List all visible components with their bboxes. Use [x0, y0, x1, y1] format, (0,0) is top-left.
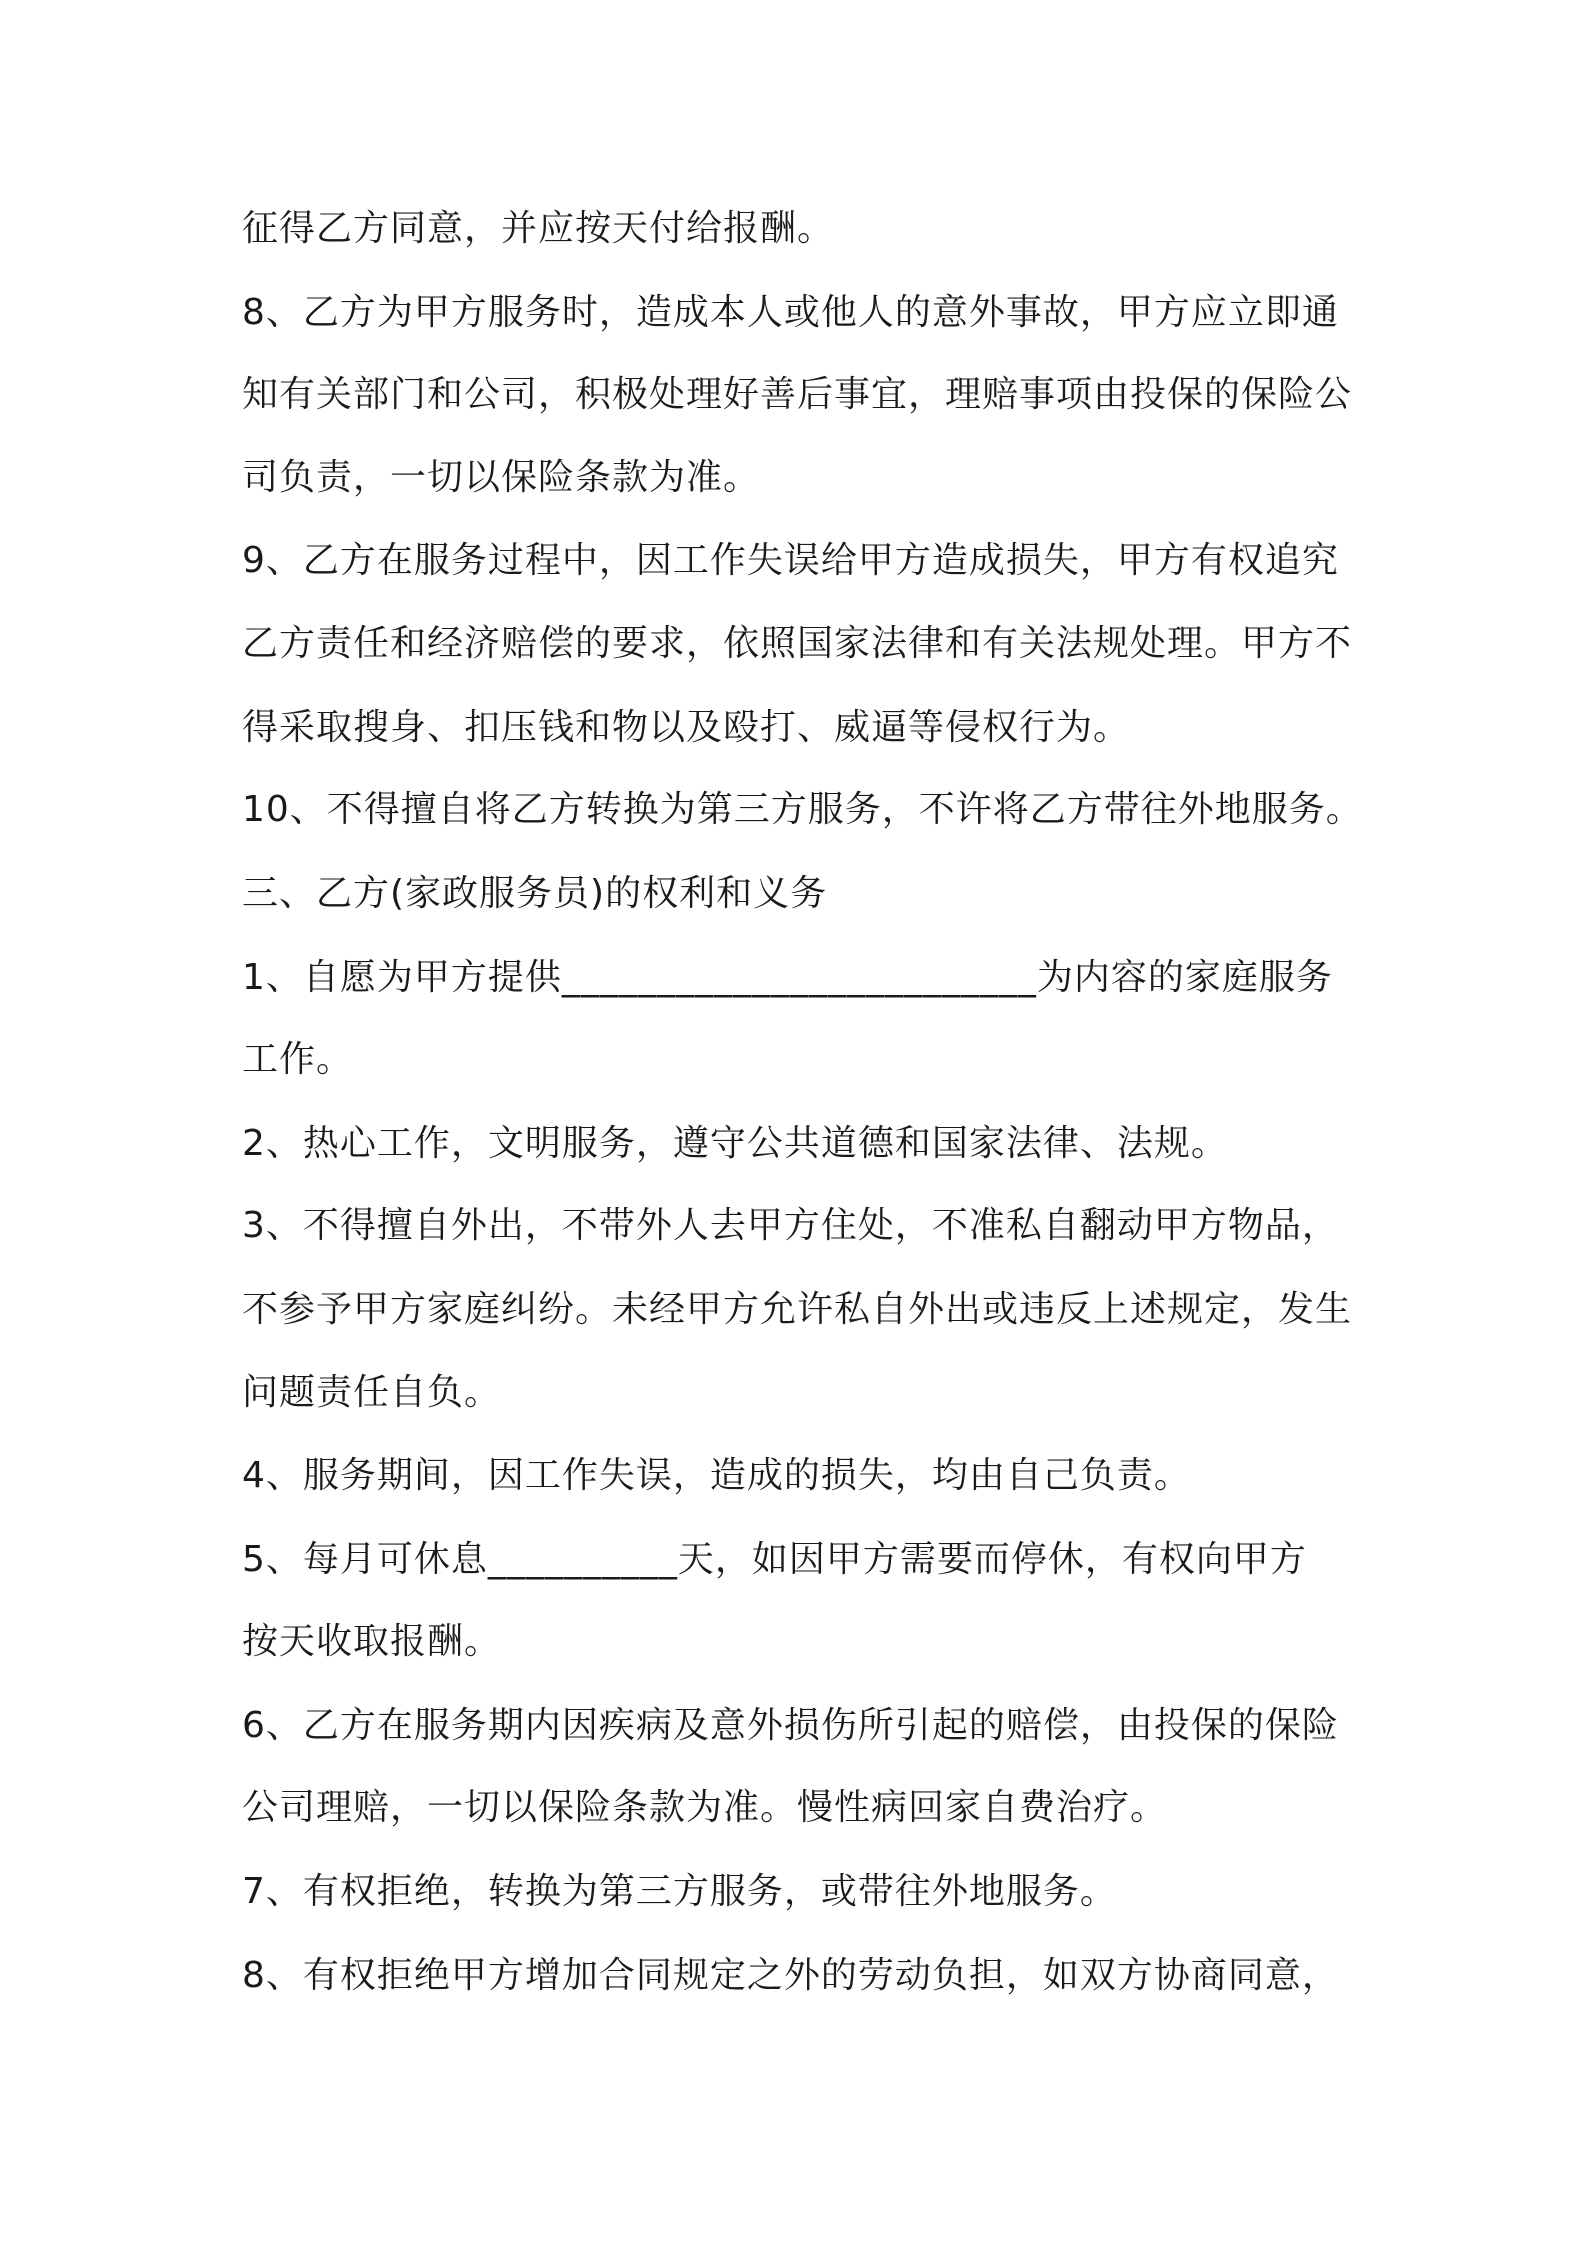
text-line: 6、乙方在服务期内因疾病及意外损伤所引起的赔偿，由投保的保险 [242, 1705, 1339, 1746]
text-line: 8、有权拒绝甲方增加合同规定之外的劳动负担，如双方协商同意， [242, 1955, 1339, 1996]
text-line: 不参予甲方家庭纠纷。未经甲方允许私自外出或违反上述规定，发生 [242, 1289, 1353, 1330]
text-line: 7、有权拒绝，转换为第三方服务，或带往外地服务。 [242, 1871, 1117, 1912]
text-line: 工作。 [242, 1039, 354, 1080]
text-line: 4、服务期间，因工作失误，造成的损失，均由自己负责。 [242, 1455, 1191, 1496]
text-line: 知有关部门和公司，积极处理好善后事宜，理赔事项由投保的保险公 [242, 374, 1353, 415]
text-line: 征得乙方同意，并应按天付给报酬。 [242, 208, 835, 249]
text-line: 5、每月可休息__________天，如因甲方需要而停休，有权向甲方 [242, 1539, 1307, 1580]
text-line: 得采取搜身、扣压钱和物以及殴打、威逼等侵权行为。 [242, 707, 1131, 748]
text-line: 9、乙方在服务过程中，因工作失误给甲方造成损失，甲方有权追究 [242, 540, 1339, 581]
text-line: 公司理赔，一切以保险条款为准。慢性病回家自费治疗。 [242, 1787, 1168, 1828]
text-line: 2、热心工作，文明服务，遵守公共道德和国家法律、法规。 [242, 1123, 1228, 1164]
section-heading: 三、乙方(家政服务员)的权利和义务 [242, 873, 828, 914]
text-line: 按天收取报酬。 [242, 1621, 502, 1662]
text-line: 乙方责任和经济赔偿的要求，依照国家法律和有关法规处理。甲方不 [242, 623, 1353, 664]
text-line: 司负责，一切以保险条款为准。 [242, 457, 761, 498]
text-line: 问题责任自负。 [242, 1372, 502, 1413]
text-line: 8、乙方为甲方服务时，造成本人或他人的意外事故，甲方应立即通 [242, 292, 1339, 333]
text-line: 3、不得擅自外出，不带外人去甲方住处，不准私自翻动甲方物品， [242, 1205, 1339, 1246]
text-line: 1、自愿为甲方提供_________________________为内容的家庭服务 [242, 957, 1333, 998]
text-line: 10、不得擅自将乙方转换为第三方服务，不许将乙方带往外地服务。 [242, 789, 1363, 830]
